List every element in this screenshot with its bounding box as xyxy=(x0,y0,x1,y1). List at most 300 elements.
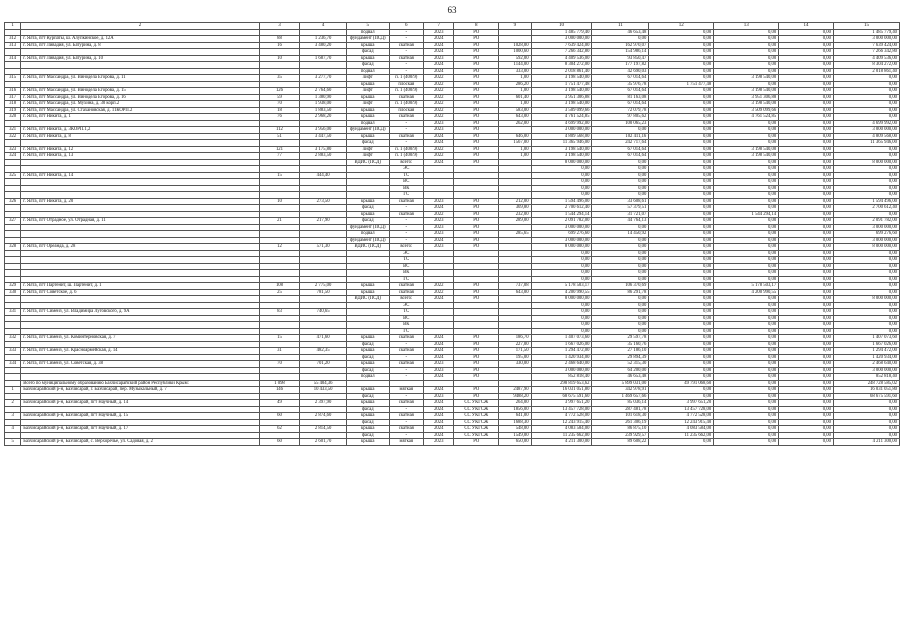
table-cell: 2023 xyxy=(424,224,454,231)
table-cell: 2024 xyxy=(424,387,454,394)
table-cell: 29 597,78 xyxy=(592,335,649,342)
table-cell: г. Ялта, пгт Никита, д. 13 xyxy=(21,153,259,160)
table-cell: 0,00 xyxy=(592,36,649,43)
table-cell: крыша xyxy=(346,439,389,446)
table-cell: - xyxy=(389,49,424,56)
table-cell: 0,00 xyxy=(833,302,899,309)
table-cell: 298 819 653,62 xyxy=(531,380,592,387)
table-cell: 318 xyxy=(5,101,21,108)
table-cell: 7 266 342,80 xyxy=(531,49,592,56)
table-cell: 0,00 xyxy=(779,393,834,400)
table-cell: крыша xyxy=(346,133,389,140)
table-cell: 2024 xyxy=(424,419,454,426)
table-cell: 67 014,64 xyxy=(592,75,649,82)
table-cell: 327 xyxy=(5,218,21,225)
table-cell: крыша xyxy=(346,348,389,355)
table-cell: 14 450,92 xyxy=(592,231,649,238)
table-cell: СС УКГСЖ xyxy=(454,419,499,426)
table-cell: г. Ялта, пгт Никита, д. 20 xyxy=(21,198,259,205)
table-cell: 0,00 xyxy=(833,400,899,407)
table-cell: 89 608,22 xyxy=(592,439,649,446)
table-cell: - xyxy=(389,218,424,225)
table-cell: 3 198 540,00 xyxy=(714,146,779,153)
table-cell: 0,00 xyxy=(531,166,592,173)
table-cell: скатная xyxy=(389,348,424,355)
table-cell: фундамент (ПСД) xyxy=(346,237,389,244)
table-cell: 0,00 xyxy=(714,413,779,420)
table-cell: 13 457 728,00 xyxy=(531,406,592,413)
table-cell: 0,00 xyxy=(714,257,779,264)
table-cell: СС УКГСЖ xyxy=(454,400,499,407)
table-cell: ГС xyxy=(389,276,424,283)
table-cell: ЭС xyxy=(389,302,424,309)
table-cell: 0,00 xyxy=(649,367,714,374)
table-cell: Бахчисарайский р-н, Бахчисарай, г. Бахчисарай, пер. Музыкальный, д. 7 xyxy=(21,387,259,394)
table-cell: 1 380,90 xyxy=(300,94,347,101)
table-cell: 2024 xyxy=(424,36,454,43)
table-cell: 2022 xyxy=(424,101,454,108)
table-cell: 286,20 xyxy=(499,81,531,88)
table-cell: ВДИС (ПСД) xyxy=(346,159,389,166)
table-cell: п. 1 (400/9) xyxy=(389,75,424,82)
table-cell: 0,00 xyxy=(649,348,714,355)
table-cell: 4 809 568,00 xyxy=(531,133,592,140)
table-cell: скатная xyxy=(389,55,424,62)
table-cell: 0,00 xyxy=(779,231,834,238)
table-cell: г. Ялта, пгт Никита, д. 1 xyxy=(21,114,259,121)
table-cell: 1,00 xyxy=(499,88,531,95)
table-cell: 2 968,20 xyxy=(300,114,347,121)
table-cell: 77 xyxy=(259,153,300,160)
table-cell: 1000,60 xyxy=(499,49,531,56)
table-cell: всего: xyxy=(389,159,424,166)
table-cell: скатная xyxy=(389,198,424,205)
table-cell: скатная xyxy=(389,42,424,49)
table-cell: крыша xyxy=(346,413,389,420)
table-cell: 2022 xyxy=(424,211,454,218)
table-cell: скатная xyxy=(389,289,424,296)
table-cell: 701,20 xyxy=(300,361,347,368)
table-cell: 67 014,64 xyxy=(592,153,649,160)
table-cell: 67 014,64 xyxy=(592,101,649,108)
table-cell: 1 667 026,00 xyxy=(531,341,592,348)
table-cell: 106 370,69 xyxy=(592,283,649,290)
table-cell: Бахчисарайский р-н, Бахчисарай, пгт Научный, д. 14 xyxy=(21,400,259,407)
table-cell: 4 699 992,00 xyxy=(531,120,592,127)
table-cell: ЭС xyxy=(389,250,424,257)
table-cell: г. Ялта, пгт Ливадия, ул. Батурина, д. 10 xyxy=(21,55,259,62)
table-cell: 0,00 xyxy=(714,400,779,407)
table-cell: 0,00 xyxy=(779,400,834,407)
table-cell: РО xyxy=(454,127,499,134)
table-cell: 62 xyxy=(259,426,300,433)
table-cell: 0,00 xyxy=(779,68,834,75)
table-cell: 0,00 xyxy=(592,185,649,192)
table-cell: РО xyxy=(454,107,499,114)
table-cell: 1 485 779,40 xyxy=(833,29,899,36)
table-cell: 31 xyxy=(259,348,300,355)
table-cell: 35 160,76 xyxy=(592,341,649,348)
table-cell: 12 243 915,40 xyxy=(649,419,714,426)
table-cell: 0,00 xyxy=(714,218,779,225)
table-cell: 232,00 xyxy=(499,211,531,218)
table-cell: 248 728 585,02 xyxy=(833,380,899,387)
table-cell: 0,00 xyxy=(833,322,899,329)
table-cell: - xyxy=(389,374,424,381)
table-cell: РО xyxy=(454,55,499,62)
table-cell: 2 764,60 xyxy=(300,88,347,95)
table-cell: - xyxy=(389,29,424,36)
table-cell: 0,00 xyxy=(649,68,714,75)
table-cell: 4 772 528,00 xyxy=(531,413,592,420)
table-cell: 0,00 xyxy=(714,302,779,309)
table-cell: - xyxy=(389,205,424,212)
table-cell: крыша xyxy=(346,211,389,218)
table-cell: 3 198 540,00 xyxy=(531,75,592,82)
table-cell: 2024 xyxy=(424,62,454,69)
table-cell: 319 xyxy=(5,107,21,114)
table-cell: 369,80 xyxy=(499,205,531,212)
table-cell: 0,00 xyxy=(649,140,714,147)
table-cell: 0,00 xyxy=(833,406,899,413)
table-cell: ТС xyxy=(389,309,424,316)
table-cell: 0,00 xyxy=(592,250,649,257)
table-cell: 0,00 xyxy=(714,127,779,134)
table-cell: 646,00 xyxy=(499,133,531,140)
table-cell: 0,00 xyxy=(531,172,592,179)
column-number-cell: 13 xyxy=(714,23,779,30)
table-cell: РО xyxy=(454,289,499,296)
table-cell: п. 1 (400/9) xyxy=(389,88,424,95)
table-cell: мягкая xyxy=(389,439,424,446)
table-cell: 85 036,14 xyxy=(592,400,649,407)
table-cell: 0,00 xyxy=(714,133,779,140)
table-cell: 0,00 xyxy=(833,270,899,277)
table-cell: 2022 xyxy=(424,107,454,114)
table-cell: 0,00 xyxy=(649,263,714,270)
table-cell: 29 894,39 xyxy=(592,354,649,361)
table-cell: 1 098 xyxy=(259,380,300,387)
table-cell: 4 761 524,85 xyxy=(531,114,592,121)
table-cell: РО xyxy=(454,198,499,205)
table-cell: - xyxy=(389,68,424,75)
table-cell: РО xyxy=(454,49,499,56)
table-cell: 0,00 xyxy=(714,81,779,88)
table-cell: 0,00 xyxy=(779,439,834,446)
table-cell: РО xyxy=(454,68,499,75)
table-cell: 11 235 662,00 xyxy=(531,432,592,439)
table-cell: 2024 xyxy=(424,237,454,244)
table-cell: 0,00 xyxy=(714,276,779,283)
table-cell: 0,00 xyxy=(649,289,714,296)
table-cell: скатная xyxy=(389,400,424,407)
table-cell: всего: xyxy=(389,244,424,251)
table-cell: 2023 xyxy=(424,361,454,368)
table-cell: крыша xyxy=(346,361,389,368)
table-cell: 0,00 xyxy=(649,29,714,36)
table-cell: фасад xyxy=(346,393,389,400)
table-cell: 0,00 xyxy=(592,166,649,173)
table-cell: 0,00 xyxy=(833,426,899,433)
table-cell: г. Ялта, пгт Отрадное, ул. Отрадная, д. 11 xyxy=(21,218,259,225)
table-cell: 320 xyxy=(5,114,21,121)
table-cell: 1 751 477,48 xyxy=(531,81,592,88)
table-cell: 0,00 xyxy=(649,114,714,121)
table-cell: 0,00 xyxy=(714,140,779,147)
table-cell: 0,00 xyxy=(531,302,592,309)
table-cell: 2022 xyxy=(424,94,454,101)
table-cell: 44 764,13 xyxy=(592,218,649,225)
table-cell: фундамент (ПСД) xyxy=(346,224,389,231)
table-cell: 0,00 xyxy=(779,146,834,153)
table-cell: 8 000 000,00 xyxy=(833,244,899,251)
table-cell: г. Ялта, пгт Массандра, ул. Винодела Егорова, д. 16 xyxy=(21,94,259,101)
table-cell: крыша xyxy=(346,55,389,62)
table-cell: 57 379,51 xyxy=(592,205,649,212)
table-cell: 0,00 xyxy=(833,192,899,199)
table-cell: 0,00 xyxy=(531,192,592,199)
table-cell: 7 639 424,00 xyxy=(833,42,899,49)
table-cell: 2022 xyxy=(424,289,454,296)
table-cell: 0,00 xyxy=(779,348,834,355)
table-cell: 0,00 xyxy=(592,270,649,277)
table-cell: 5 178 503,17 xyxy=(714,283,779,290)
table-cell: 12 243 915,40 xyxy=(531,419,592,426)
table-cell: 100 065,23 xyxy=(592,120,649,127)
table-cell: 0,00 xyxy=(714,419,779,426)
table-cell: 0,00 xyxy=(714,237,779,244)
table-cell: 273,50 xyxy=(300,198,347,205)
table-cell: РО xyxy=(454,387,499,394)
table-cell: 1144,00 xyxy=(499,62,531,69)
table-cell: 314 xyxy=(5,55,21,62)
table-cell: 2 018 861,40 xyxy=(833,68,899,75)
table-cell: 0,00 xyxy=(714,426,779,433)
table-cell: 5 899 031,00 xyxy=(592,380,649,387)
table-cell: г. Ялта, пгт Никита, д. 3КОРП.1,2 xyxy=(21,127,259,134)
table-cell: 0,00 xyxy=(649,244,714,251)
table-cell: 0,00 xyxy=(779,153,834,160)
table-cell: фасад xyxy=(346,419,389,426)
table-cell: РО xyxy=(454,101,499,108)
table-cell: РО xyxy=(454,348,499,355)
table-cell: 0,00 xyxy=(649,49,714,56)
table-cell: 0,00 xyxy=(649,309,714,316)
table-cell: 0,00 xyxy=(531,179,592,186)
table-cell: ВС xyxy=(389,263,424,270)
table-cell: всего: xyxy=(389,296,424,303)
table-cell: 72 079,78 xyxy=(592,107,649,114)
table-cell: РО xyxy=(454,244,499,251)
table-cell: - xyxy=(389,36,424,43)
table-cell: крыша xyxy=(346,426,389,433)
table-cell: 68 675 591,60 xyxy=(531,393,592,400)
table-cell: 0,00 xyxy=(649,55,714,62)
table-cell: 2022 xyxy=(424,81,454,88)
table-cell: скатная xyxy=(389,426,424,433)
table-cell: 0,00 xyxy=(833,419,899,426)
table-cell: 0,00 xyxy=(779,315,834,322)
table-cell: 0,00 xyxy=(531,322,592,329)
table-cell: г. Ялта, пгт Симеиз, ул. Советская, д. 38 xyxy=(21,361,259,368)
table-cell: 0,00 xyxy=(779,361,834,368)
table-cell: 1 407 073,60 xyxy=(531,335,592,342)
table-cell: 0,00 xyxy=(833,179,899,186)
table-cell: 1 294 472,00 xyxy=(833,348,899,355)
table-cell: 0,00 xyxy=(714,322,779,329)
table-cell: 0,00 xyxy=(779,419,834,426)
table-cell: лифт xyxy=(346,146,389,153)
table-cell: 329 xyxy=(5,283,21,290)
table-cell: 0,00 xyxy=(779,387,834,394)
table-cell: РО xyxy=(454,361,499,368)
table-cell: 93 850,47 xyxy=(592,55,649,62)
table-cell: 121 xyxy=(259,146,300,153)
table-cell: 2023 xyxy=(424,120,454,127)
table-cell: 0,00 xyxy=(592,276,649,283)
table-cell: крыша xyxy=(346,400,389,407)
column-number-cell: 10 xyxy=(531,23,592,30)
table-cell: 2024 xyxy=(424,413,454,420)
table-cell: крыша xyxy=(346,114,389,121)
table-cell: 7 639 424,00 xyxy=(531,42,592,49)
table-cell: 8 000 000,00 xyxy=(833,296,899,303)
table-cell: подвал xyxy=(346,374,389,381)
table-cell: 0,00 xyxy=(714,439,779,446)
table-cell: 3 000 000,00 xyxy=(833,237,899,244)
table-cell: 0,00 xyxy=(649,133,714,140)
table-cell: фасад xyxy=(346,354,389,361)
table-cell: 333,00 xyxy=(499,68,531,75)
table-cell: п. 1 (400/9) xyxy=(389,146,424,153)
table-cell: г. Ялта, пгт Массандра, ул. Винодела Егорова, д. 15 xyxy=(21,88,259,95)
table-cell: 86 291,78 xyxy=(592,289,649,296)
table-cell: 781,50 xyxy=(300,289,347,296)
table-cell: 1549,00 xyxy=(499,432,531,439)
table-cell: 0,00 xyxy=(714,374,779,381)
table-cell: 0,00 xyxy=(649,218,714,225)
table-cell: 0,00 xyxy=(714,36,779,43)
table-cell: 0,00 xyxy=(649,224,714,231)
table-cell: 0,00 xyxy=(649,231,714,238)
table-cell: 2023 xyxy=(424,393,454,400)
table-cell: 0,00 xyxy=(714,432,779,439)
table-cell: 0,00 xyxy=(592,237,649,244)
table-cell: 5 xyxy=(5,439,21,446)
table-cell: 3 000 000,00 xyxy=(833,36,899,43)
table-cell: 0,00 xyxy=(779,244,834,251)
table-cell: 1 594 496,00 xyxy=(833,198,899,205)
table-cell: РО xyxy=(454,146,499,153)
table-cell: 1 294 472,00 xyxy=(531,348,592,355)
table-cell: 4 699 992,00 xyxy=(833,120,899,127)
table-cell: 3 000 000,00 xyxy=(833,127,899,134)
table-cell: 76 xyxy=(259,114,300,121)
table-cell: 4 211 300,00 xyxy=(531,439,592,446)
table-cell: 4 409 536,00 xyxy=(833,55,899,62)
table-cell: Всего по муниципальному образованию Бахчисарайский район Республики Крым: xyxy=(21,380,259,387)
table-cell: ВДИС (ПСД) xyxy=(346,244,389,251)
table-cell: 1 544 294,14 xyxy=(531,211,592,218)
table-cell: скатная xyxy=(389,361,424,368)
column-number-cell: 7 xyxy=(424,23,454,30)
table-cell: 0,00 xyxy=(531,315,592,322)
table-cell: 323 xyxy=(5,146,21,153)
table-cell: РО xyxy=(454,205,499,212)
table-cell: 0,00 xyxy=(649,107,714,114)
table-cell: фундамент (ПСД) xyxy=(346,127,389,134)
table-cell: 3 198 540,00 xyxy=(531,146,592,153)
table-cell: 0,00 xyxy=(779,270,834,277)
table-cell: 88 xyxy=(259,36,300,43)
table-cell: 0,00 xyxy=(779,55,834,62)
table-cell: 0,00 xyxy=(649,322,714,329)
table-cell: РО xyxy=(454,237,499,244)
table-cell: крыша xyxy=(346,198,389,205)
table-cell: 0,00 xyxy=(779,127,834,134)
table-cell: 0,00 xyxy=(779,374,834,381)
table-cell: 3 951 306,88 xyxy=(531,94,592,101)
table-cell: 0,00 xyxy=(833,263,899,270)
table-cell: 4 761 524,85 xyxy=(714,114,779,121)
table-cell: РО xyxy=(454,211,499,218)
table-cell: 444,40 xyxy=(300,172,347,179)
table-cell: 8 304 272,00 xyxy=(833,62,899,69)
table-cell: 83 xyxy=(259,309,300,316)
table-cell: 12 xyxy=(259,244,300,251)
table-cell: 33 608,61 xyxy=(592,198,649,205)
table-cell: 3 198 540,00 xyxy=(714,88,779,95)
table-cell: 3 997 651,20 xyxy=(649,400,714,407)
table-cell: 0,00 xyxy=(592,192,649,199)
table-cell: РО xyxy=(454,81,499,88)
table-cell: 1 420 934,00 xyxy=(833,354,899,361)
table-cell: 60 xyxy=(259,439,300,446)
table-cell: 16 xyxy=(259,42,300,49)
table-cell: 2 775,00 xyxy=(300,283,347,290)
table-cell: крыша xyxy=(346,387,389,394)
table-cell: 0,00 xyxy=(714,29,779,36)
table-cell: 2024 xyxy=(424,140,454,147)
table-cell: 0,00 xyxy=(779,29,834,36)
table-cell: 2 874,60 xyxy=(300,413,347,420)
table-cell: 0,00 xyxy=(714,387,779,394)
table-cell: 0,00 xyxy=(649,185,714,192)
table-cell: 592,00 xyxy=(499,55,531,62)
table-cell: РО xyxy=(454,62,499,69)
table-cell: 2024 xyxy=(424,406,454,413)
table-cell: 0,00 xyxy=(714,263,779,270)
table-cell: 0,00 xyxy=(592,315,649,322)
table-cell: 70 xyxy=(259,101,300,108)
table-cell: 67 014,64 xyxy=(592,146,649,153)
table-cell: 0,00 xyxy=(649,94,714,101)
table-cell: 571,30 xyxy=(300,244,347,251)
table-cell: 2023 xyxy=(424,127,454,134)
table-cell: 4 083 584,00 xyxy=(649,426,714,433)
table-cell: 0,00 xyxy=(779,296,834,303)
table-cell: г. Ялта, пгт Симеиз, ул. Коминтерновская, д. 7 xyxy=(21,335,259,342)
table-cell: 3 000 000,00 xyxy=(833,224,899,231)
table-cell: 1,00 xyxy=(499,75,531,82)
table-cell: 699 276,60 xyxy=(531,231,592,238)
table-cell: 0,00 xyxy=(833,172,899,179)
table-cell: 18 xyxy=(259,107,300,114)
table-cell: 0,00 xyxy=(649,192,714,199)
table-cell: 2 018 861,40 xyxy=(531,68,592,75)
column-number-cell: 4 xyxy=(300,23,347,30)
table-cell: 0,00 xyxy=(833,276,899,283)
